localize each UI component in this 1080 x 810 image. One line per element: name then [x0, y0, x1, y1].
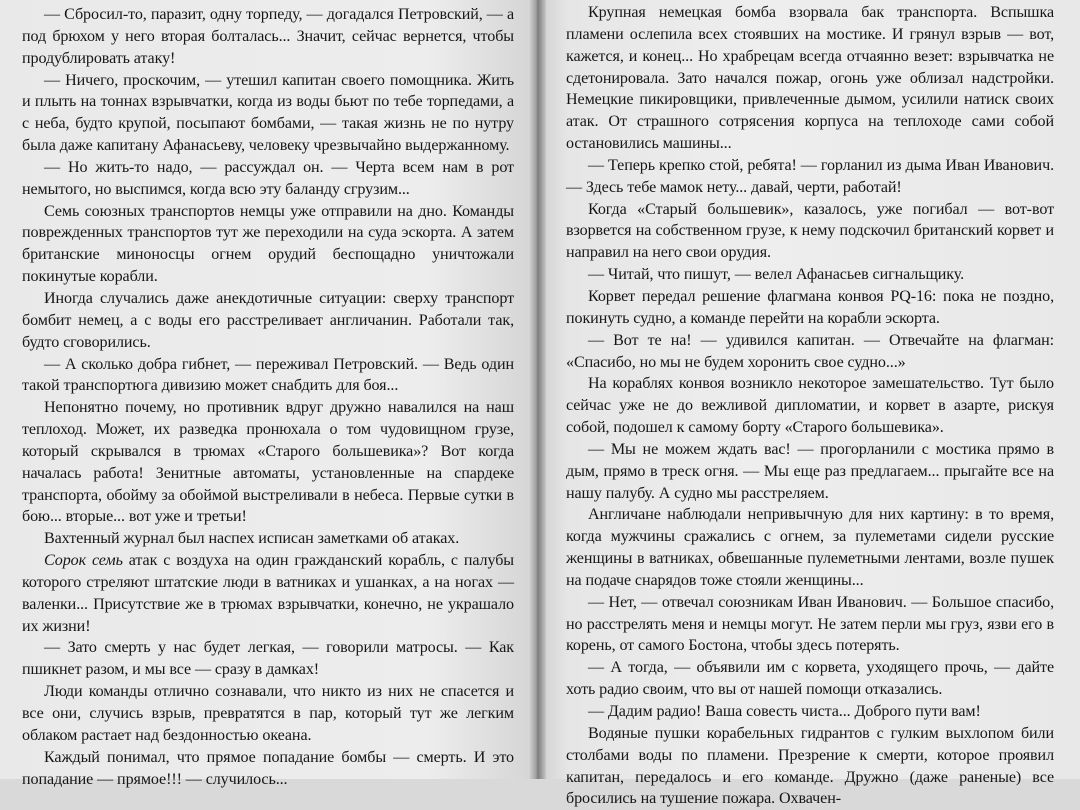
left-page [0, 0, 536, 788]
paragraph: Вахтенный журнал был наспех исписан заметками об атаках. [44, 530, 460, 548]
paragraph: — Нет, — отвечал союзникам Иван Иванович. — Большое спасибо, но расстрелять меня и немцы могут. Не затем перли мы груз, язви его в корень, от самого Бостона, чтобы здесь потерять. [566, 593, 1054, 655]
paragraph: — Зато смерть у нас будет легкая, — говорили матросы. — Как пшикнет разом, и мы все — сразу в дамках! [22, 639, 514, 679]
book-gutter [528, 0, 546, 779]
paragraph: Крупная немецкая бомба взорвала бак транспорта. Вспышка пламени ослепила всех стоявших на мостике. И грянул взрыв — вот, кажется, и конец... Но храбрецам всегда отчаянно везет: взрывчатка не сдетонировала. Зато начался пожар, огонь уже облизал надстройки. Немецкие пикировщики, привлеченные дымом, усилили натиск своих атак. От страшного сотрясения корпуса на теплоходе сами собой остановились машины... [566, 4, 1054, 153]
paragraph: Иногда случались даже анекдотичные ситуации: сверху транспорт бомбит немец, а с воды его расстреливает англичанин. Работали так, будто сговорились. [22, 289, 514, 351]
paragraph: — Мы не можем ждать вас! — прогорланили с мостика прямо в дым, прямо в треск огня. — Мы еще раз предлагаем... прыгайте все на нашу палубу. А судно мы расстреляем. [566, 440, 1054, 502]
paragraph: Непонятно почему, но противник вдруг дружно навалился на наш теплоход. Может, их разведка пронюхала о том чудовищном грузе, который скрывался в трюмах «Старого большевика»? Вот когда началась работа! Зенитные автоматы, установленные на спардеке транспорта, обойму за обоймой выстреливали в небеса. Первые сутки в бою... вторые... вот уже и третьи! [22, 399, 514, 526]
paragraph: — Но жить-то надо, — рассуждал он. — Черта всем нам в рот немытого, но выспимся, когда всю эту баланду сгрузим... [22, 158, 514, 198]
paragraph: — Сбросил-то, паразит, одну торпеду, — догадался Петровский, — а под брюхом у него вторая болталась... Значит, сейчас вернется, чтобы продублировать атаку! [22, 6, 514, 67]
paragraph: Когда «Старый большевик», казалось, уже погибал — вот-вот взорвется на собственном грузе, к нему подскочил британский корвет и направил на него свои орудия. [566, 200, 1054, 262]
paragraph: На кораблях конвоя возникло некоторое замешательство. Тут было сейчас уже не до вежливой дипломатии, и корвет в азарте, рискуя собой, подошел к самому борту «Старого большевика». [566, 375, 1054, 437]
paragraph: Англичане наблюдали непривычную для них картину: в то время, когда мужчины сражались с огнем, за пулеметами сидели русские женщины в ватниках, обвешанные пулеметными лентами, возле пушек на подаче снарядов тоже стояли женщины... [566, 506, 1054, 589]
italic-phrase: Сорок семь [44, 552, 123, 570]
paragraph: — Вот те на! — удивился капитан. — Отвечайте на флагман: «Спасибо, но мы не будем хоронить свое судно...» [566, 331, 1054, 371]
paragraph: — Теперь крепко стой, ребята! — горланил из дыма Иван Иванович. — Здесь тебе мамок нету... давай, черти, работай! [566, 156, 1054, 196]
paragraph: Семь союзных транспортов немцы уже отправили на дно. Команды поврежденных транспортов тут же переходили на суда эскорта. А затем британские миноносцы огнем орудий беспощадно уничтожали покинутые корабли. [22, 202, 514, 286]
paragraph: — А сколько добра гибнет, — переживал Петровский. — Ведь один такой транспортюга дивизию может снабдить для боя... [22, 355, 514, 395]
paragraph: — Читай, что пишут, — велел Афанасьев сигнальщику. [588, 266, 964, 284]
paragraph-text: атак с воздуха на один гражданский корабль, с палубы которого стреляют штатские люди в ватниках и ушанках, а на ногах — валенки... Присутствие же в трюмах взрывчатки, конечно, не украшало их жизни! [22, 552, 514, 635]
paragraph [22, 550, 514, 637]
paragraph: Водяные пушки корабельных гидрантов с гулким выхлопом били столбами воды по пламени. Презрение к смерти, которое проявил капитан, передалось и его команде. Дружно (даже раненые) все бросились на тушение пожара. Охвачен- [566, 724, 1054, 808]
right-page [536, 0, 1080, 808]
paragraph: Люди команды отлично сознавали, что никто из них не спасется и все они, случись взрыв, превратятся в пар, который тут же легким облаком растает над бездонностью океана. [22, 683, 514, 744]
paragraph: — А тогда, — объявили им с корвета, уходящего прочь, — дайте хоть радио своим, что вы от нашей помощи отказались. [566, 659, 1054, 699]
paragraph: Каждый понимал, что прямое попадание бомбы — смерть. И это попадание — прямое!!! — случилось... [22, 748, 514, 788]
paragraph: — Ничего, проскочим, — утешил капитан своего помощника. Жить и плыть на тоннах взрывчатки, когда из воды бьют по тебе торпедами, а с неба, будто крупой, посыпают бомбами, — такая жизнь не по нутру была даже капитану Афанасьеву, человеку чрезвычайно выдержанному. [22, 71, 514, 155]
paragraph: — Дадим радио! Ваша совесть чиста... Доброго пути вам! [588, 703, 981, 720]
paragraph: Корвет передал решение флагмана конвоя PQ-16: пока не поздно, покинуть судно, а команде перейти на корабли эскорта. [566, 287, 1054, 327]
